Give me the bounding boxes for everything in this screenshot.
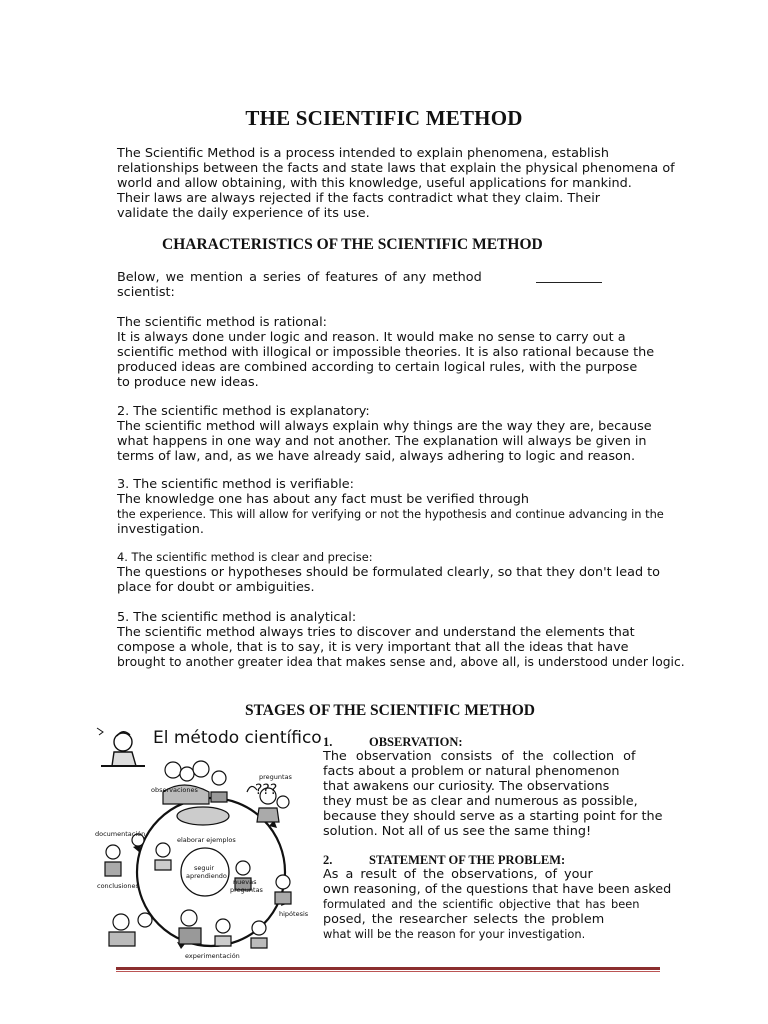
stage-line: posed, the researcher selects the problem [323,912,605,927]
feature-clear-precise [117,550,660,595]
stage-2-heading [323,853,565,868]
intro-line: relationships between the facts and state laws that explain the physical phenomena of [117,161,675,176]
label-elaborar: elaborar ejemplos [177,836,236,844]
feature-line: to produce new ideas. [117,375,259,390]
label-hipotesis: hipótesis [279,910,309,918]
stage-line: facts about a problem or natural phenomenon [323,764,620,779]
feature-line: the experience. This will allow for verifying or not the hypothesis and continue advancing in the [117,507,664,521]
intro-line: The Scientific Method is a process intended to explain phenomena, establish [117,146,609,161]
stage-line: that awakens our curiosity. The observations [323,779,610,794]
label-nuevas: nuevas [233,878,257,886]
stage-line: formulated and the scientific objective that has been [323,897,640,911]
stage-number: 1. [323,735,333,749]
stages-heading: STAGES OF THE SCIENTIFIC METHOD [245,702,535,719]
feature-analytical [117,610,685,670]
feature-heading: 5. The scientific method is analytical: [117,610,357,625]
feature-explanatory [117,404,652,464]
stage-2-text [323,867,679,942]
feature-line: what happens in one way and not another. The explanation will always be given in [117,434,647,449]
feature-line: brought to another greater idea that makes sense and, above all, is understood under logic. [117,655,685,669]
stage-1-heading [323,735,463,750]
feature-heading: 2. The scientific method is explanatory: [117,404,370,419]
stage-name: STATEMENT OF THE PROBLEM: [369,853,566,867]
stage-line: they must be as clear and numerous as possible, [323,794,638,809]
scientific-method-cycle-illustration [93,722,311,960]
feature-heading: 4. The scientific method is clear and precise: [117,550,373,564]
stage-name: OBSERVATION: [369,735,463,749]
feature-line: terms of law, and, as we have already said, always adhering to logic and reason. [117,449,636,464]
stage-1-text [323,749,679,839]
intro-line: Their laws are always rejected if the facts contradict what they claim. Their [117,191,601,206]
feature-line: The questions or hypotheses should be formulated clearly, so that they don't lead to [117,565,660,580]
intro-line: validate the daily experience of its use. [117,206,370,221]
stage-line: what will be the reason for your investigation. [323,927,586,941]
footer-rule-thin [116,971,660,972]
characteristics-heading: CHARACTERISTICS OF THE SCIENTIFIC METHOD [162,236,543,253]
label-preguntas-nuevas: preguntas [230,886,263,894]
label-documentacion: documentación [95,830,146,838]
lead-line: Below, we mention a series of features of any method [117,270,482,285]
stage-line: As a result of the observations, of your [323,867,593,882]
intro-paragraph [117,146,675,221]
lead-paragraph [117,270,647,300]
svg-text:???: ??? [255,782,278,798]
feature-line: compose a whole, that is to say, it is very important that all the ideas that have [117,640,629,655]
feature-line: It is always done under logic and reason. It would make no sense to carry out a [117,330,626,345]
stage-number: 2. [323,853,333,867]
stage-line: The observation consists of the collection of [323,749,636,764]
label-seguir: seguir [194,864,215,872]
footer-rule [116,967,660,970]
page-title: THE SCIENTIFIC METHOD [245,106,523,130]
student-reading-icon [97,728,145,766]
stage-line: own reasoning, of the questions that have been asked [323,882,672,897]
label-aprendiendo: aprendiendo [186,872,227,880]
feature-line: place for doubt or ambiguities. [117,580,315,595]
stage-line: solution. Not all of us see the same thing! [323,824,592,839]
feature-rational [117,315,655,390]
intro-line: world and allow obtaining, with this knowledge, useful applications for mankind. [117,176,632,191]
feature-verifiable [117,477,664,537]
stage-line: because they should serve as a starting point for the [323,809,663,824]
feature-line: scientific method with illogical or impossible theories. It is also rational because the [117,345,655,360]
fill-in-blank-line [536,282,602,283]
feature-line: The knowledge one has about any fact must be verified through [117,492,529,507]
feature-line: The scientific method always tries to discover and understand the elements that [117,625,635,640]
feature-line: investigation. [117,522,204,537]
feature-heading: 3. The scientific method is verifiable: [117,477,354,492]
label-experimentacion: experimentación [185,952,240,960]
feature-line: The scientific method will always explain why things are the way they are, because [117,419,652,434]
label-preguntas: preguntas [259,773,292,781]
figure-title: El método científico [153,728,322,748]
feature-line: produced ideas are combined according to certain logical rules, with the purpose [117,360,638,375]
lead-line: scientist: [117,285,175,300]
label-observaciones: observaciones [151,786,198,794]
feature-heading: The scientific method is rational: [117,315,327,330]
label-conclusiones: conclusiones [97,882,139,890]
